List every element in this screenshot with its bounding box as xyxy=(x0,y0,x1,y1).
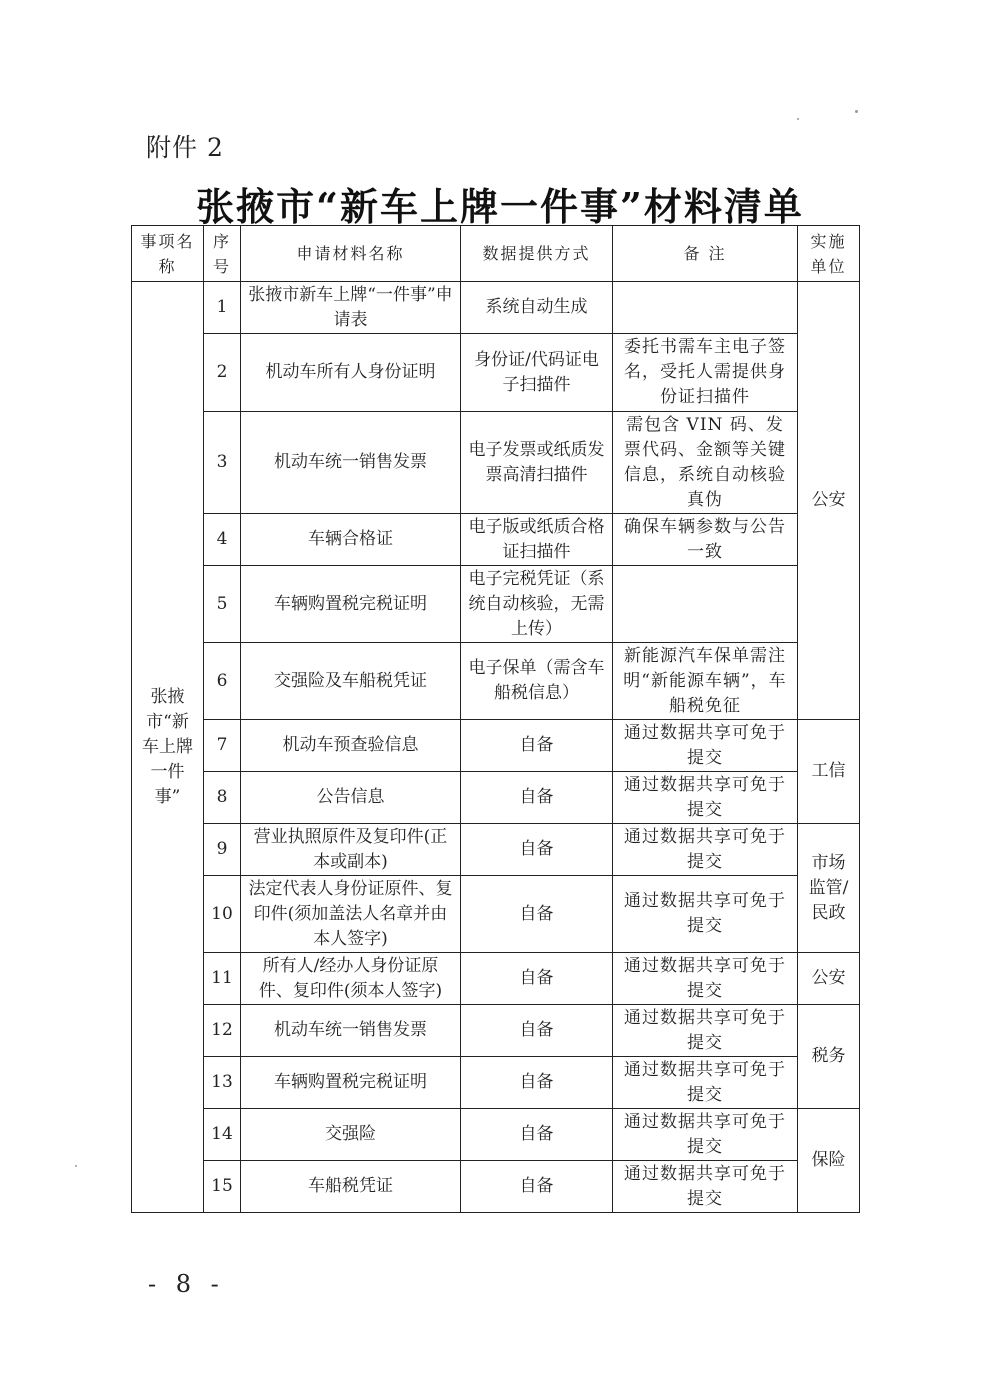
remark-cell xyxy=(613,566,798,643)
method-cell: 电子版或纸质合格证扫描件 xyxy=(461,514,613,566)
row-number: 9 xyxy=(204,824,241,876)
scan-speck xyxy=(75,1165,77,1167)
method-cell: 自备 xyxy=(461,876,613,953)
row-number: 8 xyxy=(204,772,241,824)
material-cell: 车船税凭证 xyxy=(241,1161,461,1213)
table-row xyxy=(132,824,860,876)
method-cell: 自备 xyxy=(461,1161,613,1213)
unit-cell: 公安 xyxy=(798,953,860,1005)
row-number: 6 xyxy=(204,643,241,720)
table-row xyxy=(132,953,860,1005)
row-number: 12 xyxy=(204,1005,241,1057)
material-cell: 张掖市新车上牌“一件事”申请表 xyxy=(241,282,461,334)
method-cell: 身份证/代码证电子扫描件 xyxy=(461,334,613,412)
row-number: 2 xyxy=(204,334,241,412)
scan-speck xyxy=(797,118,799,120)
remark-cell: 通过数据共享可免于提交 xyxy=(613,720,798,772)
material-cell: 法定代表人身份证原件、复印件(须加盖法人名章并由本人签字) xyxy=(241,876,461,953)
header-row xyxy=(132,226,860,282)
header-item-name: 事项名称 xyxy=(132,226,204,282)
remark-cell: 通过数据共享可免于提交 xyxy=(613,1005,798,1057)
table-row xyxy=(132,876,860,953)
material-cell: 机动车预查验信息 xyxy=(241,720,461,772)
remark-cell: 通过数据共享可免于提交 xyxy=(613,1161,798,1213)
table-row xyxy=(132,772,860,824)
remark-cell: 需包含 VIN 码、发票代码、金额等关键信息，系统自动核验真伪 xyxy=(613,412,798,514)
method-cell: 电子保单（需含车船税信息） xyxy=(461,643,613,720)
method-cell: 自备 xyxy=(461,720,613,772)
header-remark: 备 注 xyxy=(613,226,798,282)
unit-cell: 保险 xyxy=(798,1109,860,1213)
table-row xyxy=(132,282,860,334)
row-number: 5 xyxy=(204,566,241,643)
unit-cell: 公安 xyxy=(798,282,860,720)
table-row xyxy=(132,1109,860,1161)
header-seq: 序号 xyxy=(204,226,241,282)
attachment-label: 附件 2 xyxy=(146,133,224,162)
table-row xyxy=(132,566,860,643)
remark-cell: 通过数据共享可免于提交 xyxy=(613,772,798,824)
table-row xyxy=(132,643,860,720)
row-number: 11 xyxy=(204,953,241,1005)
materials-table xyxy=(131,225,860,1213)
method-cell: 自备 xyxy=(461,824,613,876)
unit-cell: 工信 xyxy=(798,720,860,824)
table-row xyxy=(132,412,860,514)
method-cell: 电子发票或纸质发票高清扫描件 xyxy=(461,412,613,514)
row-number: 14 xyxy=(204,1109,241,1161)
method-cell: 自备 xyxy=(461,1109,613,1161)
material-cell: 交强险及车船税凭证 xyxy=(241,643,461,720)
row-number: 13 xyxy=(204,1057,241,1109)
table-row xyxy=(132,1057,860,1109)
unit-cell: 市场监管/民政 xyxy=(798,824,860,953)
material-cell: 机动车所有人身份证明 xyxy=(241,334,461,412)
document-title: 张掖市“新车上牌一件事”材料清单 xyxy=(196,184,804,229)
remark-cell: 新能源汽车保单需注明“新能源车辆”，车船税免征 xyxy=(613,643,798,720)
header-method: 数据提供方式 xyxy=(461,226,613,282)
item-name-cell: 张掖市“新车上牌一件事” xyxy=(132,282,204,1213)
row-number: 15 xyxy=(204,1161,241,1213)
material-cell: 公告信息 xyxy=(241,772,461,824)
material-cell: 所有人/经办人身份证原件、复印件(须本人签字) xyxy=(241,953,461,1005)
method-cell: 系统自动生成 xyxy=(461,282,613,334)
material-cell: 交强险 xyxy=(241,1109,461,1161)
material-cell: 营业执照原件及复印件(正本或副本) xyxy=(241,824,461,876)
method-cell: 自备 xyxy=(461,953,613,1005)
material-cell: 机动车统一销售发票 xyxy=(241,1005,461,1057)
table-row xyxy=(132,514,860,566)
table-row xyxy=(132,334,860,412)
page-number: - 8 - xyxy=(148,1270,225,1298)
remark-cell: 确保车辆参数与公告一致 xyxy=(613,514,798,566)
remark-cell: 通过数据共享可免于提交 xyxy=(613,1109,798,1161)
remark-cell: 通过数据共享可免于提交 xyxy=(613,953,798,1005)
table-row xyxy=(132,1161,860,1213)
header-material: 申请材料名称 xyxy=(241,226,461,282)
remark-cell: 通过数据共享可免于提交 xyxy=(613,1057,798,1109)
method-cell: 自备 xyxy=(461,1057,613,1109)
header-unit: 实施单位 xyxy=(798,226,860,282)
table-row xyxy=(132,720,860,772)
row-number: 4 xyxy=(204,514,241,566)
row-number: 1 xyxy=(204,282,241,334)
material-cell: 车辆购置税完税证明 xyxy=(241,566,461,643)
unit-cell: 税务 xyxy=(798,1005,860,1109)
scan-speck xyxy=(855,110,858,113)
material-cell: 机动车统一销售发票 xyxy=(241,412,461,514)
row-number: 7 xyxy=(204,720,241,772)
remark-cell: 通过数据共享可免于提交 xyxy=(613,876,798,953)
remark-cell xyxy=(613,282,798,334)
row-number: 10 xyxy=(204,876,241,953)
method-cell: 电子完税凭证（系统自动核验，无需上传） xyxy=(461,566,613,643)
table-row xyxy=(132,1005,860,1057)
remark-cell: 通过数据共享可免于提交 xyxy=(613,824,798,876)
remark-cell: 委托书需车主电子签名，受托人需提供身份证扫描件 xyxy=(613,334,798,412)
row-number: 3 xyxy=(204,412,241,514)
material-cell: 车辆购置税完税证明 xyxy=(241,1057,461,1109)
method-cell: 自备 xyxy=(461,772,613,824)
method-cell: 自备 xyxy=(461,1005,613,1057)
material-cell: 车辆合格证 xyxy=(241,514,461,566)
